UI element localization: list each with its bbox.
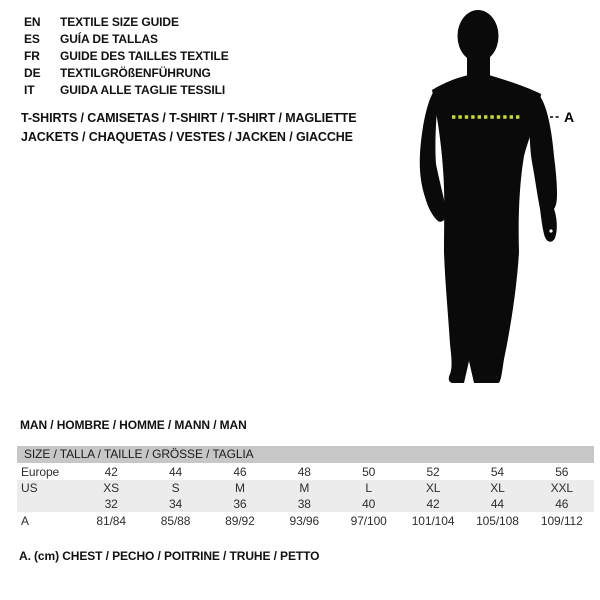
language-guide-item: [24, 31, 229, 48]
measurement-footnote: A. (cm) CHEST / PECHO / POITRINE / TRUHE / PETTO: [19, 549, 320, 563]
silhouette-body-legs: [432, 75, 541, 383]
size-cell: 48: [297, 464, 311, 479]
size-cell: S: [171, 481, 180, 495]
size-cell: 50: [362, 464, 376, 479]
size-cell: 34: [168, 497, 183, 511]
size-cell: 56: [555, 464, 569, 479]
man-silhouette: [405, 4, 585, 396]
size-cell: 81/84: [96, 513, 126, 528]
language-code: DE: [24, 66, 41, 80]
size-cell: 44: [490, 497, 505, 511]
size-table-row: [17, 480, 594, 496]
language-guide-list: [24, 14, 229, 99]
product-type-lines: [21, 109, 357, 147]
size-table: [17, 446, 594, 529]
language-title: GUIDA ALLE TAGLIE TESSILI: [60, 83, 226, 97]
size-cell: 38: [297, 497, 311, 511]
language-title: GUÍA DE TALLAS: [60, 32, 158, 46]
size-table-body: [17, 463, 594, 529]
size-row-label: US: [21, 481, 38, 495]
size-cell: 52: [426, 464, 440, 479]
size-cell: 46: [233, 464, 247, 479]
language-guide-item: [24, 48, 229, 65]
size-cell: 101/104: [411, 513, 455, 528]
size-cell: 105/108: [476, 513, 519, 528]
product-line-tshirts: T-SHIRTS / CAMISETAS / T-SHIRT / T-SHIRT / MAGLIETTE: [21, 111, 357, 125]
size-table-row: [17, 463, 594, 480]
language-code: ES: [24, 32, 40, 46]
language-guide-item: [24, 82, 229, 99]
size-cell: 97/100: [350, 513, 387, 528]
silhouette-hand-gap: [549, 229, 552, 232]
size-cell: 89/92: [225, 513, 255, 528]
size-cell: 36: [233, 497, 247, 511]
chest-marker-label: A: [564, 109, 575, 125]
language-title: TEXTILGRÖßENFÜHRUNG: [60, 66, 211, 80]
gender-heading: MAN / HOMBRE / HOMME / MANN / MAN: [20, 418, 247, 432]
language-code: FR: [24, 49, 40, 63]
size-cell: 32: [104, 497, 118, 511]
size-cell: L: [365, 481, 372, 495]
size-table-header: SIZE / TALLA / TAILLE / GRÖSSE / TAGLIA: [17, 446, 594, 463]
size-cell: 46: [555, 497, 569, 511]
size-cell: 54: [490, 464, 505, 479]
size-row-label: Europe: [21, 464, 60, 479]
size-cell: XS: [103, 481, 120, 495]
size-table-row: [17, 496, 594, 512]
language-guide-item: [24, 14, 229, 31]
size-cell: 42: [104, 464, 118, 479]
size-cell: 93/96: [289, 513, 320, 528]
language-guide-item: [24, 65, 229, 82]
size-cell: 42: [426, 497, 440, 511]
size-cell: 109/112: [540, 513, 583, 528]
size-table-row: [17, 512, 594, 529]
language-title: TEXTILE SIZE GUIDE: [60, 15, 179, 29]
size-cell: 40: [362, 497, 376, 511]
size-cell: XL: [425, 481, 441, 495]
size-cell: XXL: [550, 481, 573, 495]
language-code: EN: [24, 15, 41, 29]
size-cell: M: [299, 481, 310, 495]
product-line-jackets: JACKETS / CHAQUETAS / VESTES / JACKEN / GIACCHE: [21, 130, 353, 144]
size-cell: 44: [168, 464, 183, 479]
size-cell: M: [234, 481, 245, 495]
size-row-label: A: [21, 513, 29, 528]
language-code: IT: [24, 83, 35, 97]
language-title: GUIDE DES TAILLES TEXTILE: [60, 49, 229, 63]
size-cell: 85/88: [160, 513, 191, 528]
size-cell: XL: [490, 481, 505, 495]
